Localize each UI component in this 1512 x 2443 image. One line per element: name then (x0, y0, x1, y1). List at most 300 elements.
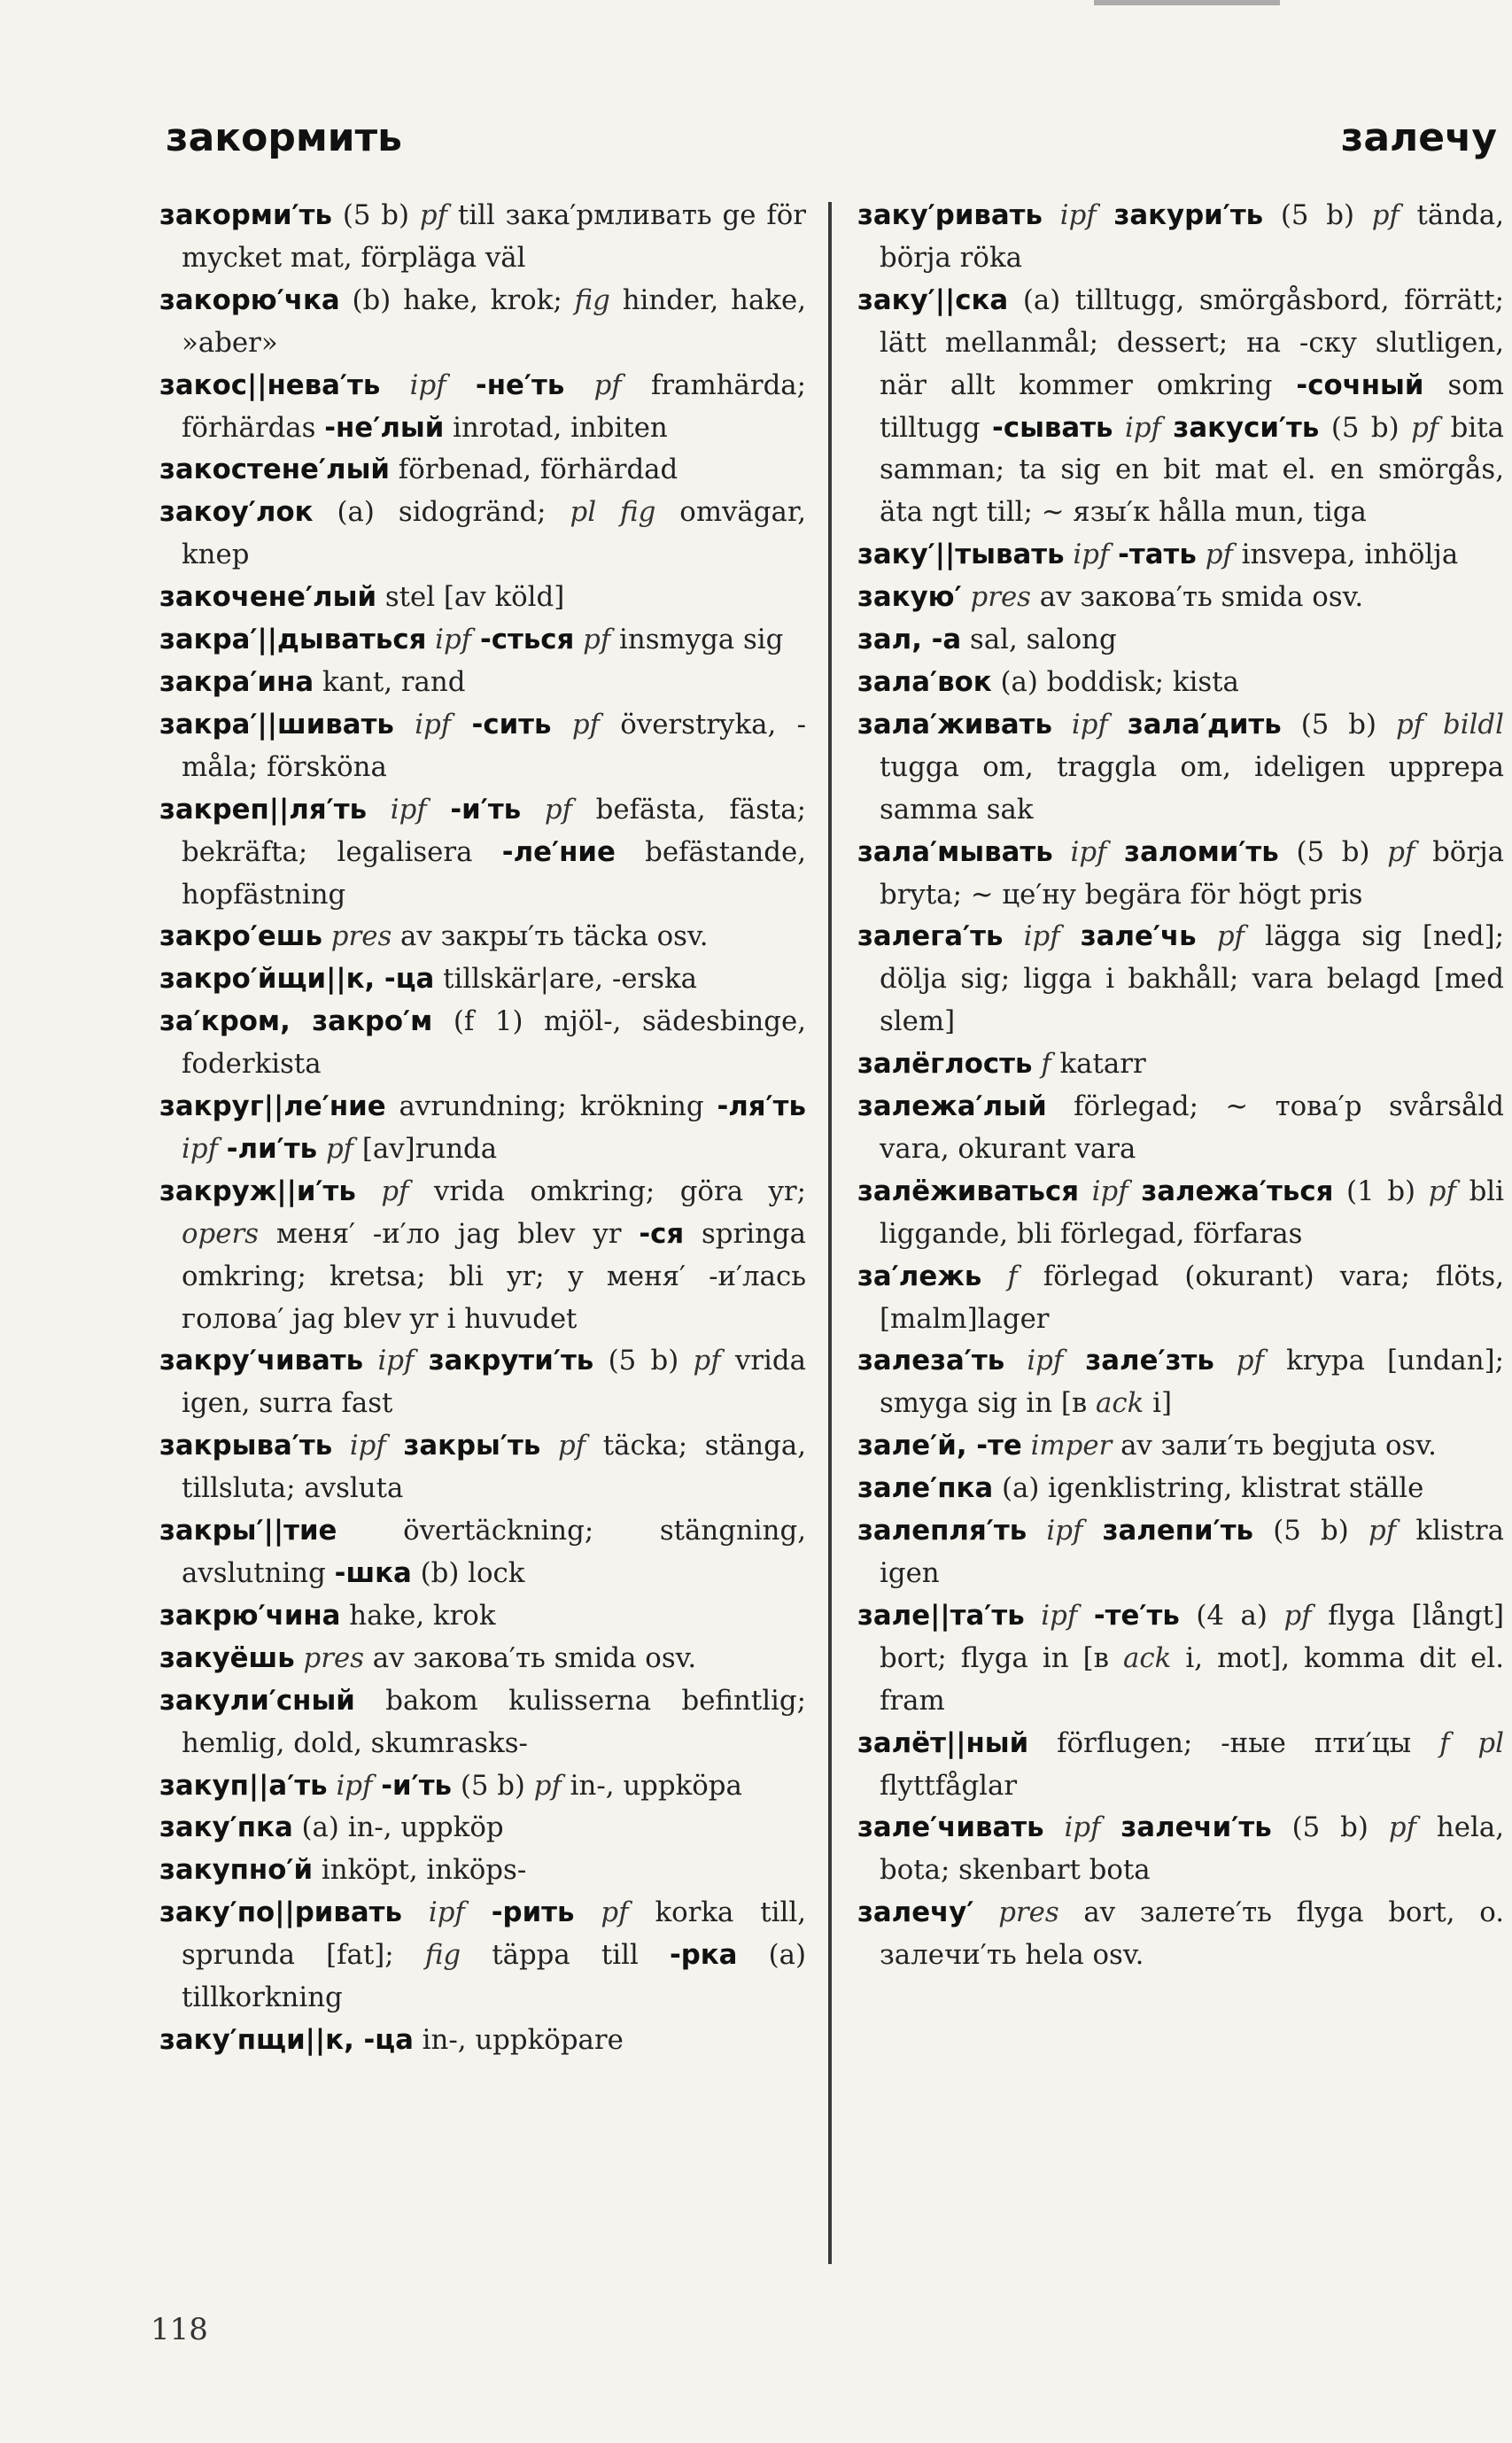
definition-text: av закова′ть smida osv. (364, 1641, 697, 1674)
dictionary-entry (857, 1595, 1504, 1723)
headword: зале′чь (1080, 920, 1197, 953)
definition-text: till зака′рмливать ge för mycket mat, förpläga väl (182, 199, 806, 274)
definition-text: (5 b) (1319, 411, 1412, 444)
definition-text: (1 b) (1333, 1175, 1429, 1207)
grammar-label: ipf (390, 793, 427, 826)
grammar-label: ipf (415, 708, 452, 741)
definition-text (471, 624, 480, 655)
definition-text: korka till, sprunda [fat]; (182, 1896, 807, 1972)
headword: закочене′лый (159, 581, 377, 614)
headword: зала′дить (1127, 708, 1282, 741)
definition-text: insvepa, inhölja (1232, 539, 1459, 571)
definition-text: (a) igenklistring, klistrat ställe (993, 1472, 1424, 1505)
definition-text: (5 b) (1278, 835, 1388, 868)
definition-text (402, 1896, 429, 1928)
dictionary-entry (159, 619, 806, 662)
dictionary-entry (159, 1680, 806, 1765)
definition-text: springa omkring; kretsa; bli yr; у меня′ -и′лась голова′ jag blev yr i huvudet (182, 1217, 806, 1335)
headword: заку′пщи||к, -ца (159, 2023, 414, 2056)
grammar-label: ipf (1064, 1811, 1101, 1844)
headword: заку′||тывать (857, 539, 1065, 571)
grammar-label: ipf (428, 1896, 465, 1929)
headword: залёглость (857, 1048, 1033, 1081)
definition-text (1044, 1811, 1065, 1843)
headword: закури′ть (1113, 199, 1264, 231)
headword: заломи′ть (1124, 835, 1279, 868)
headword: закрути′ть (428, 1345, 594, 1377)
grammar-label: ipf (377, 1345, 415, 1377)
definition-text: (f 1) mjöl-, sädesbinge, foderkista (182, 1005, 806, 1081)
definition-text: (5 b) (593, 1345, 694, 1377)
grammar-label: ipf (435, 624, 472, 656)
definition-text: kant, rand (314, 665, 466, 698)
definition-text: flyga [långt] bort; flyga in [в (880, 1599, 1504, 1674)
grammar-label: pf (325, 1132, 354, 1165)
dictionary-entry (159, 449, 806, 492)
dictionary-entry (159, 280, 806, 365)
dictionary-entry (857, 534, 1504, 577)
page-number: 118 (151, 2312, 208, 2347)
definition-text: befästa, fästa; bekräfta; legalisera (182, 793, 807, 868)
headword: залежа′лый (857, 1090, 1047, 1123)
dictionary-entry (857, 280, 1504, 534)
dictionary-entry (857, 1043, 1504, 1086)
definition-text: förlegad; ~ това′р svårsåld vara, okurant vara (880, 1090, 1504, 1165)
definition-text: in-, uppköpare (413, 2023, 624, 2056)
definition-text: insmyga sig (610, 624, 784, 656)
definition-text (426, 624, 435, 655)
grammar-label: ipf (1070, 835, 1107, 868)
grammar-label: ipf (1059, 199, 1097, 231)
headword: зале′й, -те (857, 1430, 1022, 1462)
dictionary-entry (159, 1171, 806, 1341)
grammar-label: pf (544, 793, 572, 826)
definition-text (1197, 920, 1217, 952)
headword: закруг||ле′ние (159, 1090, 386, 1123)
headword: зала′вок (857, 665, 992, 698)
headword: закро′йщи||к, -ца (159, 963, 435, 996)
definition-text (380, 369, 409, 401)
definition-text: (b) lock (411, 1557, 525, 1589)
definition-text: bita samman; ta sig en bit mat el. en smörgås, äta ngt till; ~ язы′к hålla mun, tiga (880, 411, 1504, 529)
headword: за′лежь (857, 1260, 982, 1292)
dictionary-entry (857, 916, 1505, 1043)
grammar-label: ipf (1071, 708, 1108, 741)
dictionary-entry (857, 1723, 1504, 1808)
definition-text: bakom kulisserna befintlig; hemlig, dold, skumrasks- (182, 1684, 806, 1759)
definition-text: klistra igen (880, 1515, 1504, 1589)
definition-text: (a) tilltugg, smörgåsbord, förrätt; lätt mellanmål; dessert; на -ску slutligen, när allt kommer omkring (880, 283, 1504, 401)
headword: -сочный (1296, 368, 1424, 401)
headword: закры′ть (403, 1430, 541, 1462)
dictionary-entry (857, 195, 1504, 280)
grammar-label: pf (381, 1175, 409, 1207)
dictionary-entry (857, 1807, 1504, 1892)
headword: -рка (669, 1939, 738, 1972)
headword: залёживаться (857, 1175, 1079, 1207)
headword: заку′ривать (857, 199, 1043, 231)
definition-text (356, 1175, 381, 1207)
definition-text (1043, 199, 1060, 231)
grammar-label: f (1041, 1048, 1051, 1081)
headword: заку′пка (159, 1811, 293, 1844)
definition-text: omvägar, knep (182, 496, 806, 571)
dictionary-entry (159, 1638, 806, 1680)
headword: залепи′ть (1102, 1515, 1254, 1547)
grammar-label: pf (593, 368, 622, 401)
definition-text (1100, 1811, 1120, 1843)
grammar-label: ack (1096, 1387, 1144, 1420)
grammar-label: ipf (1041, 1599, 1078, 1632)
dictionary-entry (159, 1425, 807, 1510)
headword: закоу′лок (159, 496, 314, 529)
dictionary-entry (159, 1850, 806, 1892)
definition-text (218, 1133, 227, 1165)
definition-text (1060, 920, 1081, 952)
headword: закорми′ть (159, 199, 332, 231)
headword: -те′ть (1093, 1599, 1180, 1632)
headword: зале′чивать (857, 1811, 1044, 1844)
definition-text: tugga om, traggla om, ideligen upprepa samma sak (880, 750, 1504, 826)
definition-text (1214, 1345, 1237, 1377)
grammar-label: pf (1388, 1811, 1416, 1844)
scan-mark (1094, 0, 1280, 5)
definition-text (564, 369, 593, 401)
definition-text: flyttfåglar (880, 1769, 1018, 1802)
dictionary-entry (857, 1510, 1504, 1595)
headword: закра′ина (159, 665, 314, 698)
definition-text (1003, 920, 1023, 952)
definition-text: hinder, hake, »aber» (182, 283, 806, 359)
definition-text: i, mot], komma dit el. fram (880, 1641, 1504, 1717)
definition-text (1197, 539, 1206, 570)
dictionary-entry (159, 1807, 806, 1850)
headword: -ли′ть (226, 1132, 318, 1165)
headword: залежа′ться (1141, 1175, 1334, 1207)
headword: закупно′й (159, 1854, 314, 1887)
dictionary-entry (857, 1171, 1504, 1256)
dictionary-entry (857, 577, 1504, 619)
definition-text: (b) hake, krok; (339, 283, 575, 316)
definition-text (574, 1896, 601, 1928)
grammar-label: pf (1395, 708, 1424, 741)
definition-text: tända, börja röka (880, 199, 1504, 274)
grammar-label: ipf (409, 368, 446, 401)
definition-text: (a) in-, uppköp (292, 1811, 504, 1844)
definition-text (372, 1770, 381, 1802)
grammar-label: pf (571, 708, 600, 741)
grammar-label: ipf (1023, 920, 1060, 953)
dictionary-entry (159, 1765, 806, 1808)
definition-text: framhärda; förhärdas (182, 368, 807, 444)
grammar-label: imper (1030, 1430, 1113, 1462)
definition-text (317, 1133, 326, 1165)
definition-text: katarr (1051, 1048, 1146, 1081)
definition-text (1053, 836, 1071, 868)
definition-text: i] (1144, 1387, 1172, 1420)
definition-text (540, 1430, 558, 1462)
definition-text: av зали′ть begjuta osv. (1112, 1430, 1437, 1462)
grammar-label: pres (303, 1641, 364, 1674)
definition-text (295, 1642, 304, 1674)
headword: закры′||тие (159, 1515, 337, 1547)
headword: закорю′чка (159, 283, 340, 316)
headword: залега′ть (857, 920, 1004, 953)
definition-text: (a) tillkorkning (182, 1939, 806, 2014)
column-divider (828, 202, 832, 2264)
headword: закро′ешь (159, 920, 322, 953)
headword: заку′||ска (857, 283, 1009, 316)
dictionary-entry (159, 1510, 806, 1595)
headword: -сить (471, 708, 552, 741)
definition-text: bli liggande, bli förlegad, förfaras (880, 1175, 1504, 1250)
definition-text (1004, 1345, 1027, 1377)
grammar-label: pf (583, 624, 611, 656)
headword: закуп||а′ть (159, 1769, 328, 1802)
headword: зале′зть (1085, 1345, 1214, 1377)
headword: закра′||дываться (159, 624, 427, 656)
headword: залеза′ть (857, 1345, 1005, 1377)
definition-text: avrundning; krökning (385, 1090, 717, 1123)
definition-text: sal, salong (961, 624, 1117, 656)
headword: закра′||шивать (159, 708, 394, 741)
definition-text: av залете′ть flyga bort, o. залечи′ть hela osv. (880, 1896, 1504, 1972)
definition-text (1106, 836, 1124, 868)
definition-text: lägga sig [ned]; dölja sig; ligga i bakhåll; vara belagd [med slem] (880, 920, 1505, 1038)
definition-text: (5 b) (1281, 708, 1396, 741)
definition-text: tillskär|are, -erska (434, 963, 698, 996)
dictionary-entry (857, 1468, 1504, 1510)
definition-text: befästande, hopfästning (182, 835, 806, 911)
definition-text (1161, 412, 1173, 444)
grammar-label: ipf (1046, 1515, 1083, 1547)
definition-text (427, 794, 451, 826)
running-head-left: закормить (166, 115, 402, 160)
definition-text (1065, 539, 1074, 570)
headword: заку′по||ривать (159, 1896, 402, 1929)
definition-text: (a) boddisk; kista (991, 665, 1239, 698)
definition-text (1128, 1175, 1142, 1207)
headword: -сывать (992, 411, 1113, 444)
definition-text (521, 794, 545, 826)
definition-text: (4 a) (1179, 1599, 1284, 1632)
definition-text (1022, 1430, 1031, 1462)
dictionary-entry (857, 1425, 1504, 1468)
definition-text (446, 369, 476, 401)
dictionary-entry (159, 195, 806, 280)
definition-text (1025, 1600, 1042, 1632)
dictionary-entry (857, 1086, 1504, 1171)
grammar-label: opers (182, 1217, 260, 1250)
definition-text (962, 581, 971, 613)
dictionary-entry (159, 2020, 806, 2062)
headword: -не′ть (475, 368, 565, 401)
dictionary-entry (857, 1340, 1505, 1425)
definition-text: krypa [undan]; smyga sig in [в (880, 1345, 1505, 1420)
definition-text: vrida omkring; göra yr; (408, 1175, 806, 1207)
grammar-label: ipf (349, 1430, 386, 1462)
headword: закру′чивать (159, 1345, 364, 1377)
definition-text: förlegad (okurant) vara; flöts, [malm]lager (880, 1260, 1504, 1335)
grammar-label: fig (574, 283, 610, 316)
definition-text: börja bryta; ~ це′ну begära för högt pris (880, 835, 1504, 911)
definition-text: som tilltugg (880, 368, 1504, 444)
definition-text (1052, 709, 1072, 741)
headword: залёт||ный (857, 1726, 1029, 1759)
grammar-label: ipf (336, 1769, 373, 1802)
grammar-label: ipf (1091, 1175, 1128, 1207)
definition-text (574, 624, 583, 655)
grammar-label: f (1007, 1260, 1018, 1292)
grammar-label: ipf (1027, 1345, 1064, 1377)
headword: -сться (479, 624, 575, 656)
grammar-label: pl fig (570, 496, 656, 529)
grammar-label: ipf (1073, 539, 1110, 571)
grammar-label: pf (1369, 1515, 1397, 1547)
headword: -ся (639, 1217, 685, 1250)
definition-text: täppa till (461, 1939, 670, 1972)
right-column (857, 195, 1504, 1977)
grammar-label: pf (1371, 199, 1400, 231)
definition-text (973, 1896, 998, 1928)
definition-text (465, 1896, 492, 1928)
definition-text (1423, 709, 1443, 741)
definition-text: förbenad, förhärdad (390, 454, 678, 486)
dictionary-entry (857, 1256, 1504, 1341)
dictionary-entry (159, 1595, 806, 1638)
dictionary-entry (159, 1001, 806, 1086)
dictionary-entry (857, 1892, 1504, 1977)
definition-text (1063, 1345, 1085, 1377)
definition-text: vrida igen, surra fast (182, 1345, 806, 1420)
headword: залечу′ (857, 1896, 974, 1929)
definition-text: hake, krok (340, 1599, 496, 1632)
definition-text (551, 709, 571, 741)
definition-text (1109, 539, 1118, 570)
definition-text (1113, 412, 1125, 444)
grammar-label: fig (424, 1939, 461, 1972)
grammar-label: pres (970, 581, 1031, 614)
dictionary-entry (159, 662, 806, 704)
grammar-label: pf (1205, 539, 1233, 571)
definition-text (1108, 709, 1128, 741)
definition-text: hela, bota; skenbart bota (880, 1811, 1504, 1887)
headword: -и′ть (381, 1769, 453, 1802)
headword: закруж||и′ть (159, 1175, 356, 1207)
definition-text (1082, 1515, 1102, 1547)
grammar-label: pf (1236, 1345, 1265, 1377)
headword: закуси′ть (1173, 411, 1320, 444)
definition-text: inköpt, inköps- (313, 1854, 527, 1887)
grammar-label: ipf (182, 1132, 218, 1165)
headword: зал, -а (857, 624, 962, 656)
headword: -тать (1118, 539, 1197, 571)
dictionary-entry (857, 704, 1504, 832)
definition-text (1097, 199, 1114, 231)
definition-text (1033, 1048, 1042, 1080)
headword: зале||та′ть (857, 1599, 1025, 1632)
grammar-label: f pl (1439, 1726, 1504, 1759)
headword: закуёшь (159, 1641, 295, 1674)
definition-text (1079, 1175, 1092, 1207)
definition-text (1027, 1515, 1046, 1547)
headword: закули′сный (159, 1684, 355, 1717)
dictionary-entry (159, 1340, 806, 1425)
definition-text: (5 b) (1263, 199, 1372, 231)
grammar-label: ack (1123, 1641, 1172, 1674)
definition-text: (a) sidogränd; (313, 496, 570, 529)
definition-text (394, 709, 415, 741)
definition-text (451, 709, 471, 741)
headword: закреп||ля′ть (159, 793, 368, 826)
headword: -ля′ть (717, 1090, 806, 1123)
dictionary-entry (857, 619, 1504, 662)
dictionary-entry (159, 577, 806, 619)
grammar-label: pf (1283, 1599, 1312, 1632)
headword: зале′пка (857, 1472, 994, 1505)
definition-text: övertäckning; stängning, avslutning (182, 1515, 806, 1589)
dictionary-entry (159, 365, 807, 450)
headword: -рить (491, 1896, 575, 1929)
headword: залепля′ть (857, 1515, 1027, 1547)
dictionary-entry (857, 662, 1504, 704)
dictionary-entry (159, 704, 806, 789)
grammar-label: pf (1216, 920, 1244, 953)
left-column (159, 195, 806, 2062)
headword: -шка (334, 1557, 412, 1589)
definition-text: (5 b) (331, 199, 420, 231)
definition-text (386, 1430, 404, 1462)
grammar-label: pf (533, 1769, 562, 1802)
grammar-label: pf (419, 199, 448, 231)
definition-text (981, 1260, 1007, 1292)
dictionary-entry (159, 789, 807, 917)
definition-text (332, 1430, 350, 1462)
definition-text (363, 1345, 377, 1377)
definition-text: (5 b) (1271, 1811, 1389, 1844)
grammar-label: pf (1411, 411, 1439, 444)
headword: зала′живать (857, 708, 1052, 741)
dictionary-entry (159, 1086, 806, 1171)
headword: закую′ (857, 581, 962, 614)
definition-text: in-, uppköpa (561, 1769, 742, 1802)
definition-text (1077, 1600, 1094, 1632)
definition-text: (5 b) (452, 1769, 534, 1802)
headword: закрю′чина (159, 1599, 341, 1632)
definition-text: förflugen; -ные пти′цы (1028, 1726, 1440, 1759)
headword: зала′мывать (857, 835, 1053, 868)
definition-text: stel [av köld] (376, 581, 565, 614)
grammar-label: pres (330, 920, 392, 953)
definition-text (328, 1770, 337, 1802)
headword: закрыва′ть (159, 1430, 333, 1462)
definition-text: [av]runda (353, 1132, 498, 1165)
definition-text (414, 1345, 428, 1377)
dictionary-entry (159, 1892, 807, 2020)
definition-text: av закры′ть täcka osv. (392, 920, 709, 953)
definition-text (322, 920, 331, 952)
definition-text: av закова′ть smida osv. (1030, 581, 1364, 614)
grammar-label: pf (693, 1345, 721, 1377)
grammar-label: pf (558, 1430, 586, 1462)
running-head-right: залечу (1340, 115, 1497, 160)
definition-text (367, 794, 391, 826)
dictionary-entry (159, 492, 806, 577)
grammar-label: pf (601, 1896, 629, 1929)
headword: закос||нева′ть (159, 368, 381, 401)
definition-text: inrotad, inbiten (444, 411, 668, 444)
dictionary-entry (159, 958, 806, 1001)
